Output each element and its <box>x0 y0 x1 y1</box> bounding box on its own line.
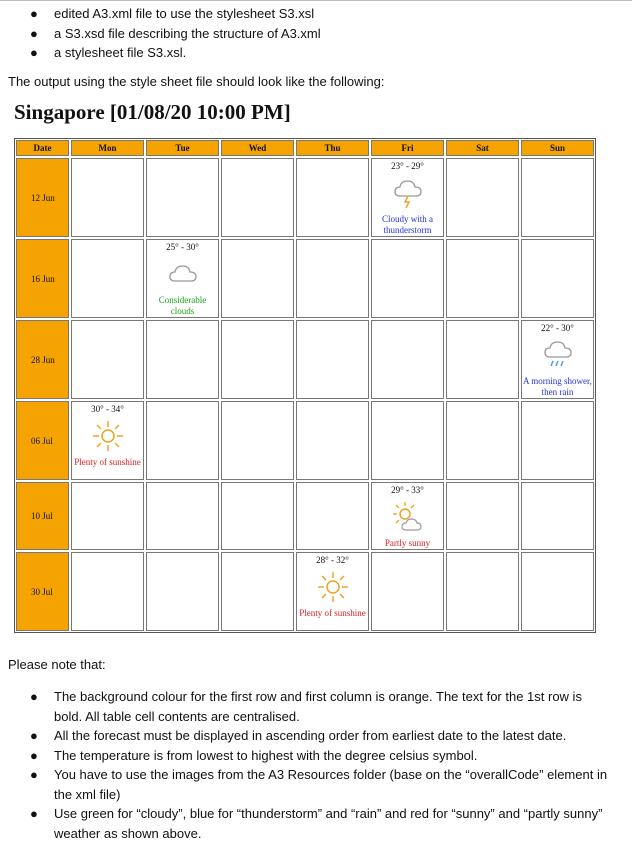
date-cell: 06 Jul <box>16 401 69 480</box>
temperature-range: 30° - 34° <box>91 404 124 414</box>
forecast-table <box>14 138 596 633</box>
list-item: ● a stylesheet file S3.xsl. <box>30 43 321 63</box>
empty-cell <box>71 158 144 237</box>
empty-cell <box>371 401 444 480</box>
forecast-content <box>297 553 368 630</box>
empty-cell <box>521 552 594 631</box>
empty-cell <box>446 158 519 237</box>
date-cell: 12 Jun <box>16 158 69 237</box>
empty-cell <box>521 158 594 237</box>
requirements-list <box>30 687 610 843</box>
forecast-cell <box>521 320 594 399</box>
bullet-icon: ● <box>30 25 38 41</box>
empty-cell <box>296 239 369 318</box>
list-item: ● All the forecast must be displayed in ascending order from earliest date to the latest date. <box>30 726 610 746</box>
column-header-date: Date <box>16 140 69 156</box>
empty-cell <box>146 482 219 550</box>
empty-cell <box>371 239 444 318</box>
date-cell: 16 Jun <box>16 239 69 318</box>
date-cell: 10 Jul <box>16 482 69 550</box>
forecast-cell <box>371 158 444 237</box>
rain-cloud-icon <box>541 338 575 372</box>
empty-cell <box>71 482 144 550</box>
temperature-range: 28° - 32° <box>316 555 349 565</box>
list-item: ● a S3.xsd file describing the structure of A3.xml <box>30 24 321 44</box>
bullet-icon: ● <box>30 689 38 704</box>
empty-cell <box>296 320 369 399</box>
list-item: ● Use green for “cloudy”, blue for “thunderstorm” and “rain” and red for “sunny” and “partly sunny” weather as shown above. <box>30 806 603 841</box>
bullet-icon: ● <box>30 767 38 782</box>
empty-cell <box>446 552 519 631</box>
temperature-range: 29° - 33° <box>391 485 424 495</box>
forecast-content <box>72 402 143 479</box>
empty-cell <box>146 158 219 237</box>
weather-description: Cloudy with a thunderstorm <box>382 214 433 235</box>
forecast-content <box>372 159 443 236</box>
empty-cell <box>296 482 369 550</box>
bullet-icon: ● <box>30 728 38 743</box>
sun-icon <box>316 570 350 604</box>
column-header-thu: Thu <box>296 140 369 156</box>
bullet-icon: ● <box>30 45 38 60</box>
forecast-content <box>372 483 443 549</box>
forecast-cell <box>296 552 369 631</box>
empty-cell <box>296 158 369 237</box>
bullet-icon: ● <box>30 6 38 21</box>
deliverables-list <box>30 4 321 63</box>
empty-cell <box>71 239 144 318</box>
intro-text: The output using the style sheet file should look like the following: <box>8 74 385 89</box>
empty-cell <box>446 239 519 318</box>
list-item: ● You have to use the images from the A3 Resources folder (base on the “overallCode” element in the xml file) <box>30 767 608 802</box>
date-cell: 28 Jun <box>16 320 69 399</box>
forecast-cell <box>371 482 444 550</box>
thunderstorm-cloud-icon <box>391 176 425 210</box>
empty-cell <box>146 320 219 399</box>
empty-cell <box>446 401 519 480</box>
weather-description: Considerable clouds <box>158 295 207 316</box>
empty-cell <box>221 320 294 399</box>
weather-description: A morning shower, then rain <box>523 376 592 397</box>
column-header-wed: Wed <box>221 140 294 156</box>
empty-cell <box>146 401 219 480</box>
column-header-sat: Sat <box>446 140 519 156</box>
empty-cell <box>446 482 519 550</box>
empty-cell <box>71 552 144 631</box>
column-header-fri: Fri <box>371 140 444 156</box>
empty-cell <box>521 239 594 318</box>
partly-sunny-icon <box>391 500 425 534</box>
list-item: ● edited A3.xml file to use the stylesheet S3.xsl <box>30 4 321 24</box>
bullet-icon: ● <box>30 747 38 763</box>
empty-cell <box>221 239 294 318</box>
empty-cell <box>221 401 294 480</box>
empty-cell <box>221 552 294 631</box>
date-cell: 30 Jul <box>16 552 69 631</box>
empty-cell <box>446 320 519 399</box>
empty-cell <box>371 320 444 399</box>
weather-description: Plenty of sunshine <box>299 608 366 618</box>
empty-cell <box>371 552 444 631</box>
column-header-tue: Tue <box>146 140 219 156</box>
empty-cell <box>296 401 369 480</box>
forecast-title: Singapore [01/08/20 10:00 PM] <box>14 100 291 124</box>
forecast-cell <box>71 401 144 480</box>
weather-description: Plenty of sunshine <box>74 457 141 467</box>
empty-cell <box>521 401 594 480</box>
empty-cell <box>71 320 144 399</box>
bullet-icon: ● <box>30 806 38 821</box>
forecast-cell <box>146 239 219 318</box>
cloud-icon <box>166 257 200 291</box>
temperature-range: 25° - 30° <box>166 242 199 252</box>
empty-cell <box>521 482 594 550</box>
column-header-mon: Mon <box>71 140 144 156</box>
note-heading: Please note that: <box>8 657 106 672</box>
temperature-range: 23° - 29° <box>391 161 424 171</box>
temperature-range: 22° - 30° <box>541 323 574 333</box>
empty-cell <box>146 552 219 631</box>
forecast-content <box>522 321 593 398</box>
weather-description: Partly sunny <box>384 538 431 548</box>
empty-cell <box>221 482 294 550</box>
list-item: ● The temperature is from lowest to highest with the degree celsius symbol. <box>30 746 610 766</box>
sun-icon <box>91 419 125 453</box>
forecast-content <box>147 240 218 317</box>
top-divider <box>0 0 632 1</box>
empty-cell <box>221 158 294 237</box>
column-header-sun: Sun <box>521 140 594 156</box>
list-item: ● The background colour for the first row and first column is orange. The text for the 1st row is bold. All table cell contents are centralised. <box>30 689 582 724</box>
